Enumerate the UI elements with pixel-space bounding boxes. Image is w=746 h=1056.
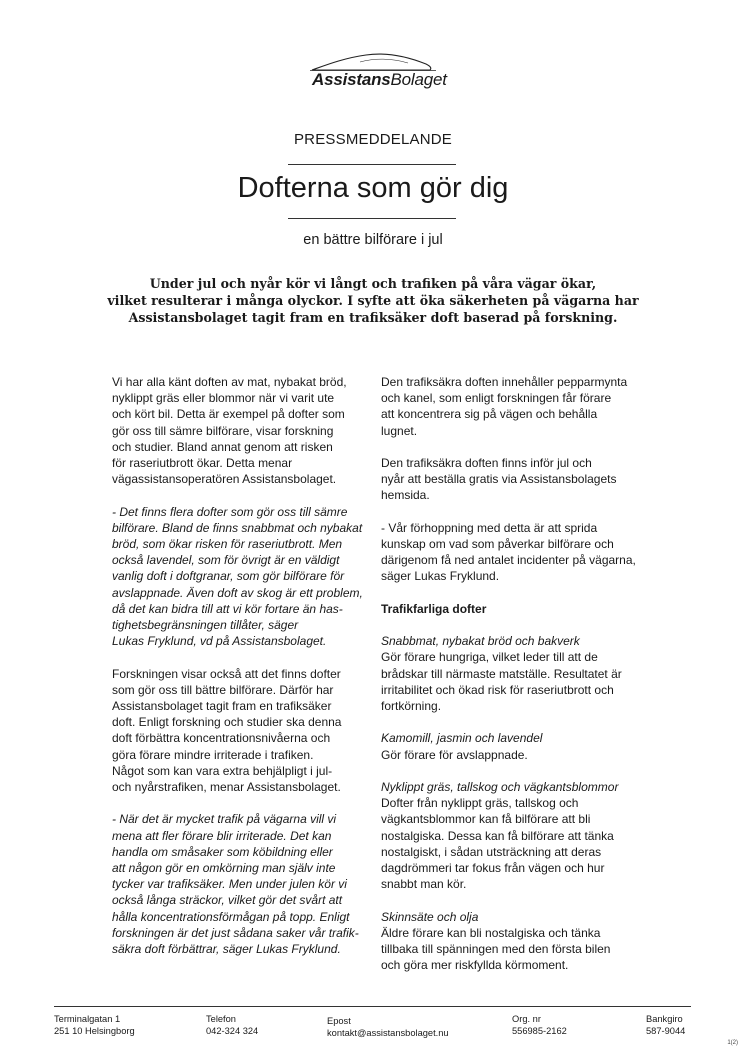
text-line: också långa sträckor, vilket gör det svårt att (112, 893, 343, 908)
text-line: handla om småsaker som köbildning eller (112, 844, 333, 859)
text-line: doft. Enligt forskning och studier ska denna (112, 715, 342, 730)
page-title: Dofterna som gör dig (237, 172, 509, 204)
text-line: nostalgiskt, i sådan utsträckning att deras (381, 844, 602, 859)
text-line: vanlig doft i doftgranar, som gör bilförare för (112, 569, 345, 584)
text-line: - Vår förhoppning med detta är att sprida (381, 520, 598, 535)
scent-item (381, 633, 643, 714)
text-line: vägkantsblommor kan få bilförare att bli (381, 812, 591, 827)
text-line: Dofter från nyklippt gräs, tallskog och (381, 796, 579, 811)
text-line: hemsida. (381, 488, 430, 503)
section-heading: Trafikfarliga dofter (381, 601, 487, 616)
text-line: och kört bil. Detta är exempel på dofter som (112, 407, 345, 422)
text-line: doft förbättra koncentrationsnivåerna och (112, 731, 331, 746)
text-line: bilförare. Bland de finns snabbmat och nybakat (112, 520, 363, 535)
right-column (381, 374, 643, 990)
text-line: Lukas Fryklund, vd på Assistansbolaget. (112, 634, 327, 649)
scent-item-title: Skinnsäte och olja (381, 909, 479, 924)
scent-item (381, 779, 643, 892)
text-line: hålla koncentrationsförmågan på topp. Enligt (112, 909, 350, 924)
text-line: att någon gör en omkörning man själv inte (112, 861, 336, 876)
text-line: tycker var trafiksäker. Men under julen kör vi (112, 877, 347, 892)
scent-item-title: Kamomill, jasmin och lavendel (381, 731, 543, 746)
footer-bankgiro: Bankgiro 587-9044 (646, 1014, 686, 1036)
footer-email: Epost kontakt@assistansbolaget.nu (327, 1016, 449, 1038)
text-line: Vi har alla känt doften av mat, nybakat bröd, (112, 375, 347, 389)
footer-org-number: Org. nr 556985-2162 (512, 1014, 567, 1036)
title-rule-bottom (288, 218, 456, 219)
body-paragraph (381, 455, 643, 504)
text-line: nostalgiska. Dessa kan få bilförare att tänka (381, 828, 614, 843)
page-subtitle: en bättre bilförare i jul (303, 232, 443, 248)
body-paragraph (381, 520, 643, 585)
text-line: snabbt man kör. (381, 877, 467, 892)
text-line: säkra doft förbättrar, säger Lukas Fryklund. (112, 942, 341, 957)
text-line: därigenom få ned antalet incidenter på vägarna, (381, 553, 636, 568)
text-line: och göra mer riskfyllda körmoment. (381, 958, 569, 973)
scent-item (381, 909, 643, 974)
text-line: vägassistansoperatören Assistansbolaget. (112, 472, 337, 487)
text-line: dagdrömmeri tar fokus från vägen och hur (381, 861, 605, 875)
text-line: tillbaka till spänningen med den första bilen (381, 942, 611, 956)
text-line: - Det finns flera dofter som gör oss till sämre (112, 504, 348, 519)
text-line: gör oss till sämre bilförare, visar forskning (112, 423, 334, 438)
footer-phone: Telefon 042-324 324 (206, 1014, 259, 1036)
text-line: Forskningen visar också att det finns dofter (112, 666, 341, 681)
text-line: - När det är mycket trafik på vägarna vill vi (112, 812, 337, 827)
left-column (112, 374, 374, 973)
text-line: Gör förare hungriga, vilket leder till att de (381, 650, 598, 665)
text-line: bröd, som ökar risken för raseriutbrott. Men (112, 537, 343, 552)
body-paragraph (112, 374, 374, 487)
text-line: också lavendel, som för övrigt är en väldigt (112, 553, 340, 568)
text-line: Assistansbolaget tagit fram en trafiksäker (112, 699, 332, 714)
text-line: och studier. Bland annat genom att risken (112, 439, 333, 454)
logo-wordmark: AssistansBolaget (312, 70, 447, 89)
press-release-label: PRESSMEDDELANDE (293, 131, 453, 148)
text-line: tighetsbegränsningen tillåter, säger (112, 618, 299, 633)
text-line: irritabilitet och ökad risk för raseriutbrott och (381, 682, 614, 697)
text-line: göra förare mindre irriterade i trafiken. (112, 747, 314, 762)
page-number: 1(2) (727, 1040, 738, 1046)
lead-paragraph (100, 275, 646, 326)
text-line: mena att fler förare blir irriterade. Det kan (112, 828, 332, 843)
text-line: brådskar till närmaste matställe. Resultatet är (381, 666, 622, 681)
scent-item-title: Snabbmat, nybakat bröd och bakverk (381, 634, 580, 649)
text-line: att koncentrera sig på vägen och behålla (381, 407, 598, 422)
scent-item (381, 730, 643, 762)
text-line: nyklippt gräs eller blommor när vi varit ute (112, 391, 335, 406)
text-line: avslappnade. Även doft av skog är ett problem, (112, 585, 363, 600)
body-paragraph (112, 666, 374, 796)
quote-paragraph (112, 811, 374, 957)
text-line: Något som kan vara extra behjälpligt i jul- (112, 763, 333, 778)
text-line: Gör förare för avslappnade. (381, 747, 528, 762)
text-line: nyår att beställa gratis via Assistansbolagets (381, 472, 617, 487)
text-line: då det kan bidra till att vi kör fortare än has- (112, 601, 343, 616)
company-logo (300, 50, 450, 94)
text-line: kunskap om vad som påverkar bilförare och (381, 537, 614, 551)
title-rule-top (288, 164, 456, 165)
text-line: och nyårstrafiken, menar Assistansbolaget. (112, 780, 341, 795)
lead-line: Under jul och nyår kör vi långt och trafiken på våra vägar ökar, (149, 276, 597, 291)
footer-rule (54, 1006, 691, 1007)
text-line: Äldre förare kan bli nostalgiska och tänka (381, 925, 601, 940)
quote-paragraph (112, 504, 374, 650)
text-line: och kanel, som enligt forskningen får förare (381, 391, 612, 406)
text-line: fortkörning. (381, 699, 442, 713)
scent-item-title: Nyklippt gräs, tallskog och vägkantsblommor (381, 779, 619, 794)
footer-address: Terminalgatan 1 251 10 Helsingborg (54, 1014, 135, 1036)
text-line: Den trafiksäkra doften finns inför jul och (381, 456, 592, 470)
lead-line: Assistansbolaget tagit fram en trafiksäker doft baserad på forskning. (128, 310, 618, 325)
car-silhouette-icon (308, 50, 438, 72)
lead-line: vilket resulterar i många olyckor. I syfte att öka säkerheten på vägarna har (107, 293, 639, 308)
text-line: som gör oss till bättre bilförare. Därför har (112, 682, 334, 697)
text-line: säger Lukas Fryklund. (381, 569, 500, 584)
text-line: för raseriutbrott ökar. Detta menar (112, 456, 293, 471)
text-line: Den trafiksäkra doften innehåller pepparmynta (381, 375, 628, 389)
body-paragraph (381, 374, 643, 439)
text-line: forskningen är det just sådana saker vår trafik- (112, 925, 359, 940)
text-line: lugnet. (381, 423, 418, 438)
